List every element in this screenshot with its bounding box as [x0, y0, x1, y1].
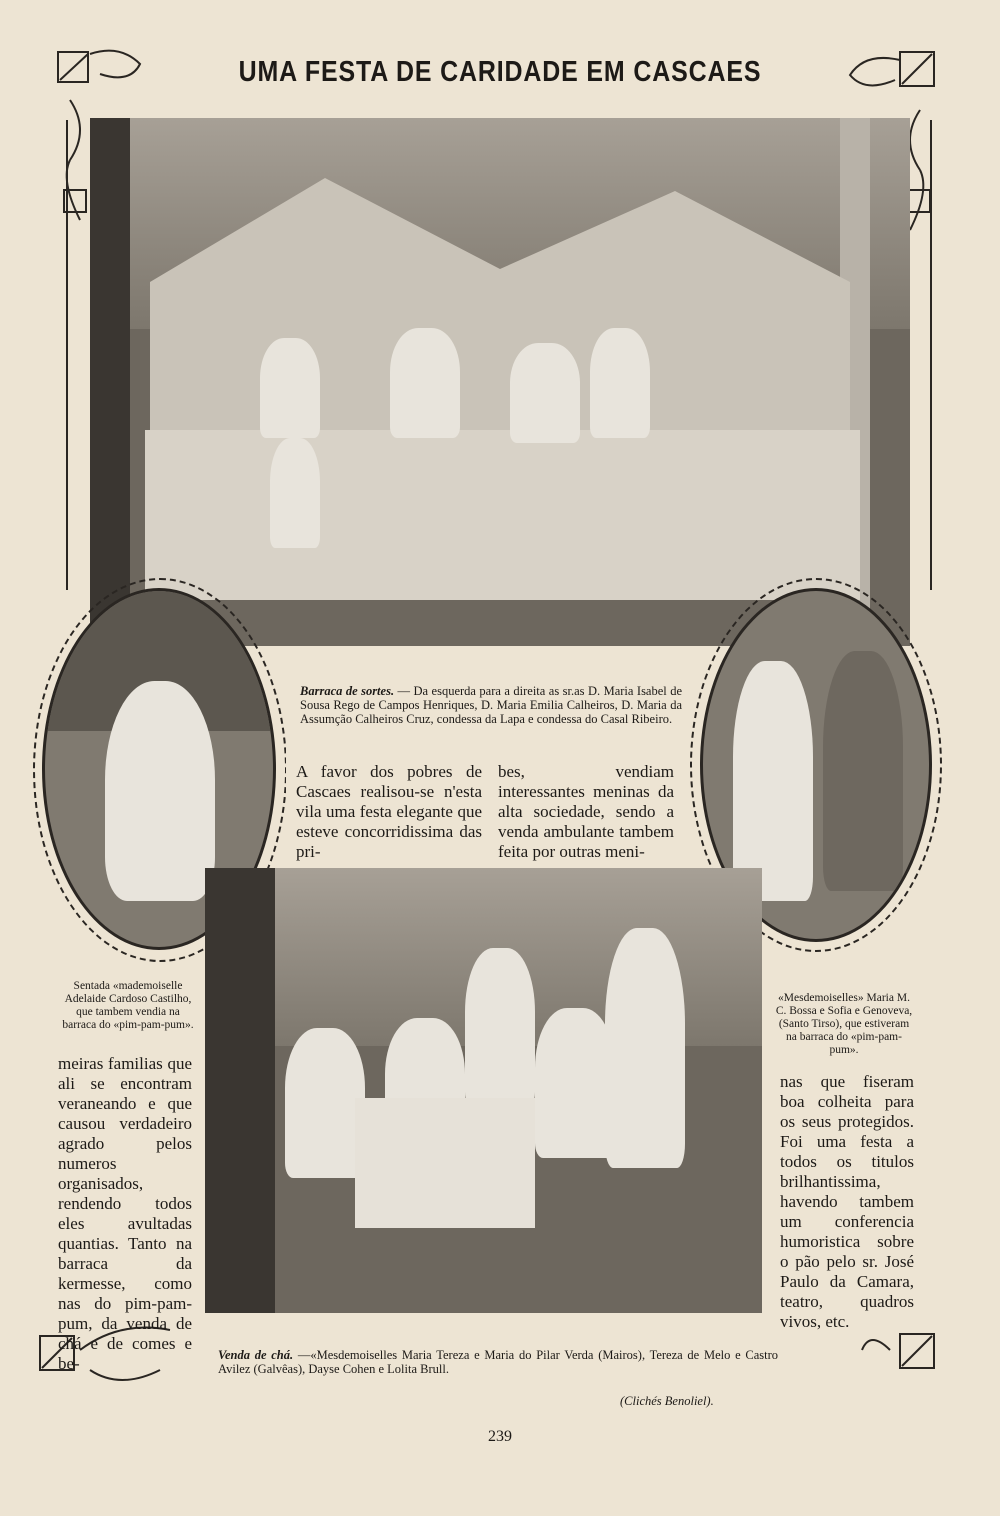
caption-left-oval: Sentada «mademoiselle Adelaide Cardoso Castilho, que tambem vendia na barraca do «pim-pam-pum».: [62, 980, 194, 1031]
caption-cha-label: Venda de chá.: [218, 1348, 294, 1362]
photo-venda-de-cha: [205, 868, 762, 1313]
article-right-column: nas que fiseram boa colheita para os seus protegidos. Foi uma festa a todos os titulos brilhantissima, havendo tambem um conferencia humoristica sobre o pão pelo sr. José Paulo da Camara, teatro, quadros vivos, etc.: [780, 1072, 914, 1331]
article-col1: A favor dos pobres de Cascaes realisou-se n'esta vila uma festa elegante que esteve concorridissima das pri-: [296, 762, 482, 861]
caption-barraca: [300, 684, 682, 726]
caption-barraca-text: — Da esquerda para a direita as sr.as D. Maria Isabel de Sousa Rego de Campos Henriques, D. Maria Emilia Calheiros, D. Maria da Assumção Calheiros Cruz, condessa da Lapa e condessa do Casal Ribeiro.: [300, 684, 683, 726]
page-number: 239: [488, 1428, 512, 1445]
caption-venda-de-cha: [218, 1348, 778, 1376]
caption-right-oval: «Mesdemoiselles» Maria M. C. Bossa e Sofia e Genoveva, (Santo Tirso), que estiveram na barraca do «pim-pam-pum».: [775, 992, 913, 1056]
frame-line-left: [66, 120, 68, 590]
photo-barraca-de-sortes: [90, 118, 910, 646]
article-col2: bes, vendiam interessantes meninas da alta sociedade, sendo a venda ambulante tambem feita por outras meni-: [498, 762, 674, 861]
page-title: UMA FESTA DE CARIDADE EM CASCAES: [238, 56, 762, 88]
caption-barraca-label: Barraca de sortes.: [300, 684, 395, 698]
credits: (Clichés Benoliel).: [620, 1394, 714, 1408]
article-left-column: meiras familias que ali se encontram veraneando e que causou verdadeiro agrado pelos numeros organisados, rendendo todos eles avultadas quantias. Tanto na barraca da kermesse, como nas do pim-pam-pum, da venda de chá e de comes e be-: [58, 1054, 192, 1373]
caption-cha-text: —«Mesdemoiselles Maria Tereza e Maria do Pilar Verda (Mairos), Tereza de Melo e Castro Avilez (Galvêas), Dayse Cohen e Lolita Brull.: [218, 1348, 779, 1376]
frame-line-right: [930, 120, 932, 590]
